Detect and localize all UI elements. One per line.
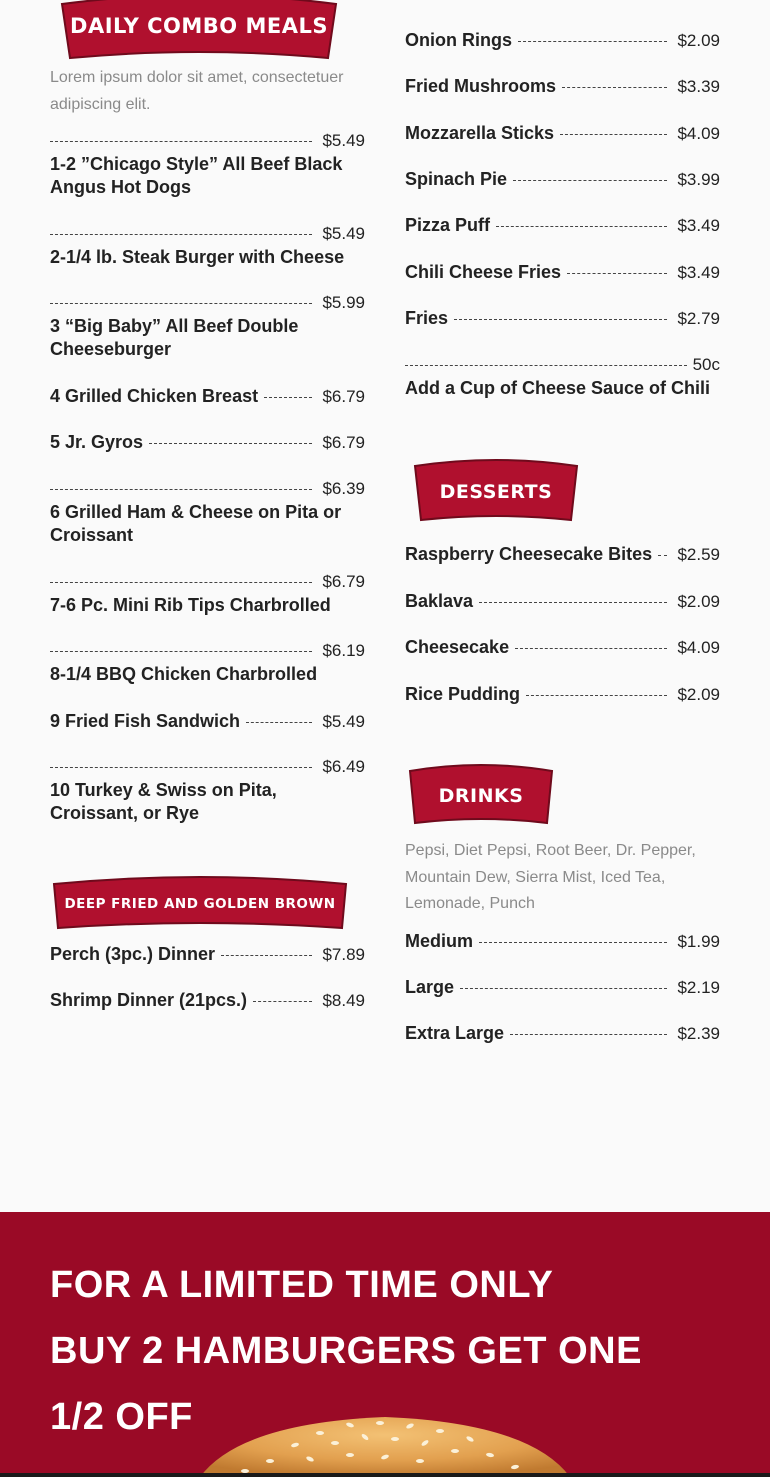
menu-item[interactable] xyxy=(50,572,365,617)
menu-item[interactable] xyxy=(405,168,720,191)
item-price: $6.79 xyxy=(322,572,365,591)
dot-leader xyxy=(454,319,667,320)
promo-bottom-bar xyxy=(0,1473,770,1477)
item-price: $4.09 xyxy=(677,124,720,143)
item-name: Chili Cheese Fries xyxy=(405,262,562,282)
menu-item[interactable] xyxy=(405,1022,720,1045)
menu-item[interactable] xyxy=(50,710,365,733)
daily-combo-banner xyxy=(58,0,340,60)
item-name: Mozzarella Sticks xyxy=(405,123,555,143)
item-name: 8-1/4 BBQ Chicken Charbrolled xyxy=(50,664,318,684)
menu-item[interactable] xyxy=(405,976,720,999)
item-price: $6.39 xyxy=(322,479,365,498)
dot-leader xyxy=(50,303,312,304)
menu-item[interactable] xyxy=(50,641,365,686)
menu-item[interactable] xyxy=(405,75,720,98)
item-name: Raspberry Cheesecake Bites xyxy=(405,544,653,564)
dot-leader xyxy=(658,555,667,556)
banner-title: DRINKS xyxy=(438,784,524,807)
item-name: 3 “Big Baby” All Beef Double Cheeseburger xyxy=(50,316,299,359)
dot-leader xyxy=(518,41,667,42)
promo-line-3: 1/2 OFF xyxy=(50,1396,193,1438)
dot-leader xyxy=(510,1034,667,1035)
item-price: $1.99 xyxy=(677,932,720,951)
dot-leader xyxy=(221,955,312,956)
banner-title: DEEP FRIED AND GOLDEN BROWN xyxy=(64,895,336,912)
item-price: $2.19 xyxy=(677,978,720,997)
item-price: $6.49 xyxy=(322,757,365,776)
menu-item[interactable] xyxy=(405,29,720,52)
menu-item[interactable] xyxy=(405,355,720,400)
item-price: $3.49 xyxy=(677,263,720,282)
item-name: 10 Turkey & Swiss on Pita, Croissant, or Rye xyxy=(50,780,277,823)
dot-leader xyxy=(50,141,312,142)
item-name: 9 Fried Fish Sandwich xyxy=(50,711,241,731)
dot-leader xyxy=(50,582,312,583)
menu-item[interactable] xyxy=(405,636,720,659)
item-price: $5.49 xyxy=(322,224,365,243)
menu-item[interactable] xyxy=(405,214,720,237)
item-name: 5 Jr. Gyros xyxy=(50,432,144,452)
menu-item[interactable] xyxy=(50,224,365,269)
item-name: Add a Cup of Cheese Sauce of Chili xyxy=(405,378,711,398)
item-price: $2.09 xyxy=(677,685,720,704)
menu-item[interactable] xyxy=(50,293,365,361)
item-price: $5.99 xyxy=(322,293,365,312)
item-price: $7.89 xyxy=(322,945,365,964)
menu-item[interactable] xyxy=(50,989,365,1012)
menu-item[interactable] xyxy=(405,543,720,566)
item-name: Perch (3pc.) Dinner xyxy=(50,944,216,964)
item-price: $6.19 xyxy=(322,641,365,660)
drinks-banner xyxy=(408,763,554,827)
dot-leader xyxy=(50,489,312,490)
burger-bun-image xyxy=(200,1415,570,1477)
item-name: Fries xyxy=(405,308,449,328)
dot-leader xyxy=(513,180,667,181)
dot-leader xyxy=(149,443,312,444)
dot-leader xyxy=(405,365,687,366)
item-name: 2-1/4 lb. Steak Burger with Cheese xyxy=(50,247,345,267)
menu-item[interactable] xyxy=(405,307,720,330)
dot-leader xyxy=(526,695,667,696)
item-name: Medium xyxy=(405,931,474,951)
item-name: Rice Pudding xyxy=(405,684,521,704)
menu-item[interactable] xyxy=(50,757,365,825)
dot-leader xyxy=(496,226,667,227)
item-name: Large xyxy=(405,977,455,997)
item-price: $3.99 xyxy=(677,170,720,189)
item-price: $2.79 xyxy=(677,309,720,328)
menu-item[interactable] xyxy=(50,431,365,454)
menu-item[interactable] xyxy=(405,683,720,706)
combo-description: Lorem ipsum dolor sit amet, consectetuer adipiscing elit. xyxy=(50,69,344,113)
menu-item[interactable] xyxy=(50,385,365,408)
item-price: $4.09 xyxy=(677,638,720,657)
item-price: $8.49 xyxy=(322,991,365,1010)
item-name: Cheesecake xyxy=(405,637,510,657)
item-name: Baklava xyxy=(405,591,474,611)
dot-leader xyxy=(567,273,667,274)
dot-leader xyxy=(515,648,667,649)
menu-item[interactable] xyxy=(405,122,720,145)
item-name: Extra Large xyxy=(405,1023,505,1043)
item-price: $6.79 xyxy=(322,387,365,406)
item-price: $2.09 xyxy=(677,31,720,50)
menu-item[interactable] xyxy=(405,930,720,953)
item-name: Shrimp Dinner (21pcs.) xyxy=(50,990,248,1010)
drinks-description: Pepsi, Diet Pepsi, Root Beer, Dr. Pepper, Mountain Dew, Sierra Mist, Iced Tea, Lemonade, Punch xyxy=(405,842,696,912)
item-name: Fried Mushrooms xyxy=(405,76,557,96)
dot-leader xyxy=(50,234,312,235)
dot-leader xyxy=(560,134,667,135)
item-name: Pizza Puff xyxy=(405,215,491,235)
dot-leader xyxy=(562,87,667,88)
menu-item[interactable] xyxy=(405,590,720,613)
dot-leader xyxy=(50,767,312,768)
menu-item[interactable] xyxy=(50,479,365,547)
item-price: $5.49 xyxy=(322,131,365,150)
desserts-banner xyxy=(413,458,579,524)
menu-item[interactable] xyxy=(405,261,720,284)
item-name: 6 Grilled Ham & Cheese on Pita or Croissant xyxy=(50,502,342,545)
dot-leader xyxy=(479,942,667,943)
item-price: $3.49 xyxy=(677,216,720,235)
banner-title: DESSERTS xyxy=(439,480,553,503)
dot-leader xyxy=(479,602,667,603)
item-price: $2.39 xyxy=(677,1024,720,1043)
promo-section xyxy=(0,1212,770,1477)
dot-leader xyxy=(253,1001,312,1002)
menu-item[interactable] xyxy=(50,943,365,966)
item-name: Onion Rings xyxy=(405,30,512,50)
deep-fried-banner xyxy=(50,874,350,932)
item-price: $5.49 xyxy=(322,712,365,731)
promo-line-1: FOR A LIMITED TIME ONLY xyxy=(50,1264,554,1306)
item-name: 4 Grilled Chicken Breast xyxy=(50,386,259,406)
menu-item[interactable] xyxy=(50,131,365,199)
item-name: 7-6 Pc. Mini Rib Tips Charbrolled xyxy=(50,595,331,615)
item-price: 50c xyxy=(692,355,720,374)
dot-leader xyxy=(460,988,667,989)
promo-line-2: BUY 2 HAMBURGERS GET ONE xyxy=(50,1330,642,1372)
item-price: $6.79 xyxy=(322,433,365,452)
item-price: $2.09 xyxy=(677,592,720,611)
banner-title: DAILY COMBO MEALS xyxy=(70,14,328,38)
item-price: $3.39 xyxy=(677,77,720,96)
item-price: $2.59 xyxy=(677,545,720,564)
item-name: Spinach Pie xyxy=(405,169,508,189)
item-name: 1-2 ”Chicago Style” All Beef Black Angus Hot Dogs xyxy=(50,154,343,197)
dot-leader xyxy=(50,651,312,652)
dot-leader xyxy=(264,397,312,398)
dot-leader xyxy=(246,722,312,723)
